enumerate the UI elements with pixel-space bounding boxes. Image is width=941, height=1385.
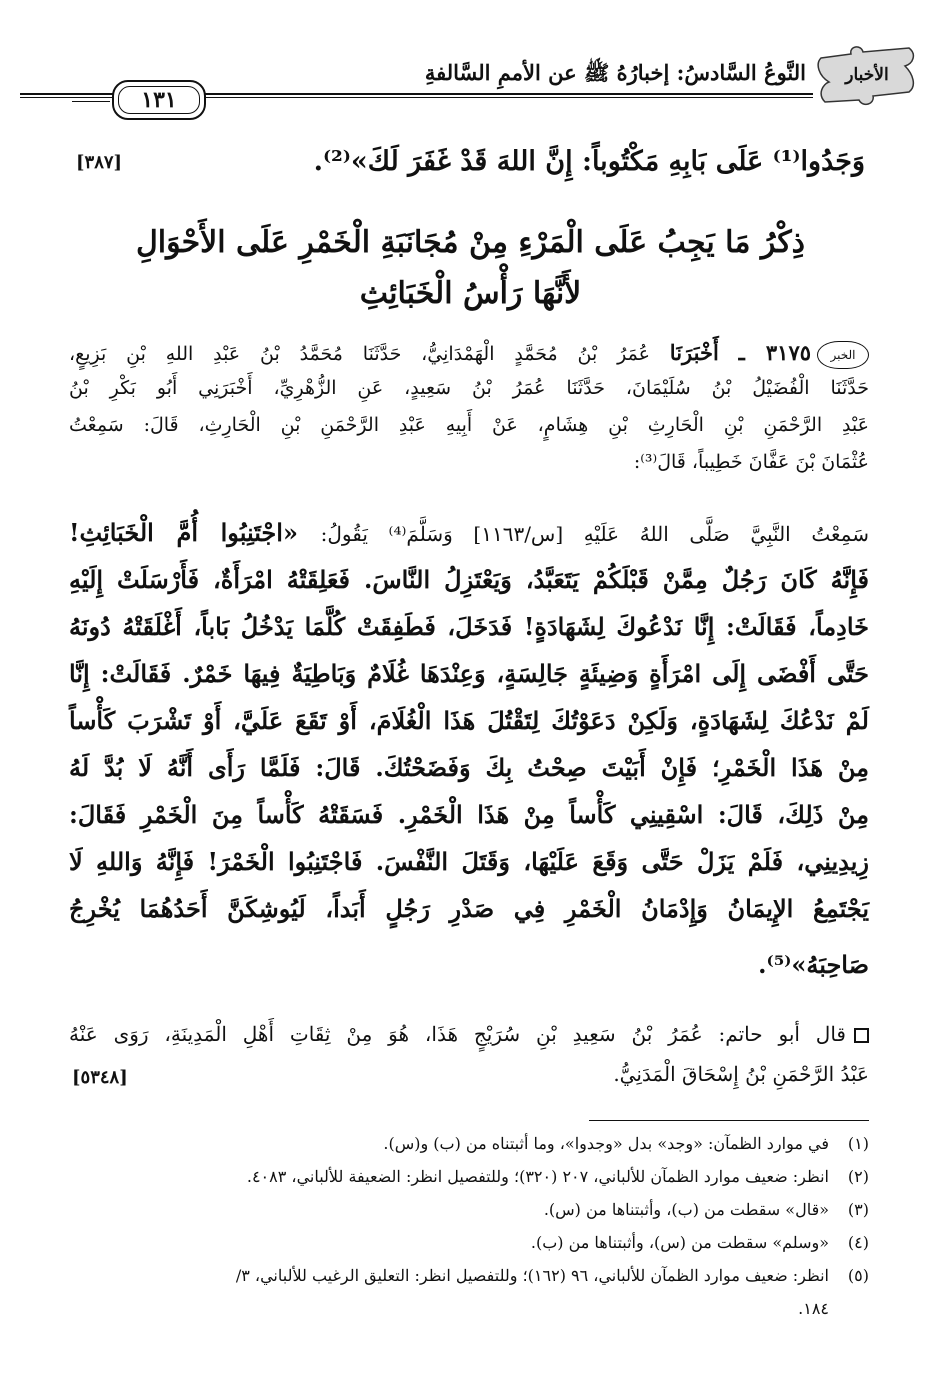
isnad-line — [69, 340, 869, 369]
previous-hadith-ref: [٣٨٧] — [76, 152, 123, 173]
footnote-key: (٤) — [847, 1233, 869, 1252]
akhbarana-label: أَخْبَرَنَا — [669, 340, 719, 365]
puzzle-label: الأخبار — [845, 65, 889, 85]
matn-line: يَجْتَمِعُ الإِيمَانُ وَإِدْمَانُ الْخَمْرِ فِي صَدْرِ رَجُلٍ أَبَداً، لَيُوشِكَنَّ أَحَدُهُمَا يُخْرِجُ — [69, 894, 869, 923]
matn-line: مِنْ ذَلِكَ، قَالَ: اسْقِينِي كَأْساً مِنْ هَذَا الْخَمْرِ. فَسَقَتْهُ كَأْساً مِنَ الْخَمْرِ فَقَالَ: — [69, 800, 869, 829]
isnad-line: عَبْدِ الرَّحْمَنِ بْنِ الْحَارِثِ بْنِ هِشَامٍ، عَنْ أَبِيهِ عَبْدِ الرَّحْمَنِ بْنِ الْحَارِثِ، قَالَ: سَمِعْتُ — [69, 414, 869, 436]
section-title-line-1: ذِكْرُ مَا يَجِبُ عَلَى الْمَرْءِ مِنْ مُجَانَبَةِ الْخَمْرِ عَلَى الأَحْوَالِ — [135, 225, 806, 260]
footnote-text: انظر: ضعيف موارد الظمآن للألباني، ٢٠٧ (٣٢٠)؛ وللتفصيل انظر: الضعيفة للألباني، ٤٠٨٣. — [246, 1167, 829, 1186]
puzzle-piece-icon — [813, 44, 921, 110]
page-number — [112, 80, 206, 120]
matn-line: مِنْ هَذَا الْخَمْرِ؛ فَإِنْ أَبَيْتَ صِحْتُ بِكَ وَفَضَحْتُكَ. قَالَ: فَلَمَّا رَأَى أَنَّهُ لَا بُدَّ لَهُ — [69, 753, 869, 782]
matn-line — [69, 518, 869, 547]
header-left-ornament — [72, 93, 110, 102]
matn-line: زِيدِينِي، فَلَمْ يَزَلْ حَتَّى وَقَعَ عَلَيْهَا، وَقَتَلَ النَّفْسَ. فَاجْتَنِبُوا الْخَمْرَ! فَإِنَّهُ وَاللهِ لَا — [69, 847, 869, 876]
footnote-key: (١) — [847, 1134, 869, 1153]
isnad-line: عُثْمَانَ بْنَ عَفَّانَ خَطِيباً، قَالَ⁽³⁾: — [633, 451, 869, 473]
page-number-text: ١٣١ — [141, 87, 177, 113]
khabar-badge-icon: الخبر — [817, 341, 869, 369]
footnote — [69, 1299, 869, 1318]
chapter-title: النَّوعُ السَّادسُ: إخبارُهُ ﷺ عن الأممِ السَّالفةِ — [424, 60, 806, 85]
hadith-number: ٣١٧٥ ـ — [738, 340, 812, 365]
footnote — [69, 1134, 869, 1153]
footnote — [69, 1200, 869, 1219]
comment-line — [69, 1022, 869, 1046]
footnote — [69, 1167, 869, 1186]
matn-opening: «اجْتَنِبُوا أُمَّ الْخَبَائِثِ! — [69, 518, 298, 547]
footnote-text: انظر: ضعيف موارد الظمآن للألباني، ٩٦ (١٦٢)؛ وللتفصيل انظر: التعليق الرغيب للألباني، ٣/ — [235, 1266, 829, 1285]
matn-line: لَمْ نَدْعُكَ لِشَهَادَةٍ، وَلَكِنْ دَعَوْتُكَ لِتَقْتُلَ هَذَا الْغُلَامَ، أَوْ تَقَعَ عَلَيَّ، أَوْ تَشْرَبَ كَأْساً — [69, 706, 869, 735]
matn-line: خَادِماً، فَقَالَتْ: إِنَّا نَدْعُوكَ لِشَهَادَةٍ! فَدَخَلَ، فَطَفِقَتْ كُلَّمَا يَدْخُلُ بَاباً، أَغْلَقَتْهُ دُونَهُ — [69, 612, 869, 641]
footnote-text: «وسلم» سقطت من (س)، وأثبتناها من (ب). — [530, 1233, 829, 1252]
footnote — [69, 1233, 869, 1252]
matn-line: فَإِنَّهُ كَانَ رَجُلٌ مِمَّنْ قَبْلَكُمْ يَتَعَبَّدُ، وَيَعْتَزِلُ النَّاسَ. فَعَلِقَتْهُ امْرَأَةٌ، فَأَرْسَلَتْ إِلَيْهِ — [69, 565, 869, 594]
isnad-line: حَدَّثَنَا الْفُضَيْلُ بْنُ سُلَيْمَانَ، حَدَّثَنَا عُمَرُ بْنُ سَعِيدٍ، عَنِ الزُّهْرِيِّ، أَخْبَرَنِي أَبُو بَكْرِ بْنُ — [69, 377, 869, 399]
comment-ref: [٥٣٤٨] — [72, 1067, 128, 1088]
footnote — [69, 1266, 869, 1285]
matn-line: حَتَّى أَفْضَى إِلَى امْرَأَةٍ وَضِيئَةٍ جَالِسَةٍ، وَعِنْدَهَا غُلَامٌ وَبَاطِيَةٌ فِيهَا خَمْرٌ. فَقَالَتْ: إِنَّا — [69, 659, 869, 688]
footnote-text: «قال» سقطت من (ب)، وأثبتناها من (س). — [543, 1200, 829, 1219]
footnote-text: في موارد الظمآن: «وجد» بدل «وجدوا»، وما أثبتناه من (ب) و(س). — [383, 1134, 829, 1153]
matn-intro: سَمِعْتُ النَّبِيَّ صَلَّى اللهُ عَلَيْهِ [س/١١٦٣] وَسَلَّمَ⁽⁴⁾ يَقُولُ: — [320, 522, 869, 546]
comment-text: قال أبو حاتم: عُمَرُ بْنُ سَعِيدِ بْنِ سُرَيْجٍ هَذَا، هُوَ مِنْ ثِقَاتِ أَهْلِ الْمَدِينَةِ، رَوَى عَنْهُ — [69, 1022, 846, 1046]
isnad-text: عُمَرُ بْنُ مُحَمَّدٍ الْهَمْدَانِيُّ، حَدَّثَنَا مُحَمَّدُ بْنُ عَبْدِ اللهِ بْنِ بَزِيعٍ، — [69, 343, 650, 365]
matn-line: صَاحِبَهُ»⁽⁵⁾. — [758, 950, 869, 979]
square-bullet-icon — [854, 1028, 869, 1043]
footnote-rule — [589, 1120, 869, 1121]
section-title-line-2: لأَنَّهَا رَأْسُ الْخَبَائِثِ — [359, 276, 582, 311]
footnote-key: (٢) — [847, 1167, 869, 1186]
footnote-text: ١٨٤. — [798, 1299, 829, 1318]
footnote-key: (٥) — [847, 1266, 869, 1285]
comment-line: عَبْدُ الرَّحْمَنِ بْنُ إِسْحَاقَ الْمَدَنِيُّ. — [613, 1062, 869, 1086]
previous-hadith-end: وَجَدُوا⁽¹⁾ عَلَى بَابِهِ مَكْتُوباً: إِنَّ اللهَ قَدْ غَفَرَ لَكَ»⁽²⁾. — [313, 146, 865, 177]
footnote-key: (٣) — [847, 1200, 869, 1219]
